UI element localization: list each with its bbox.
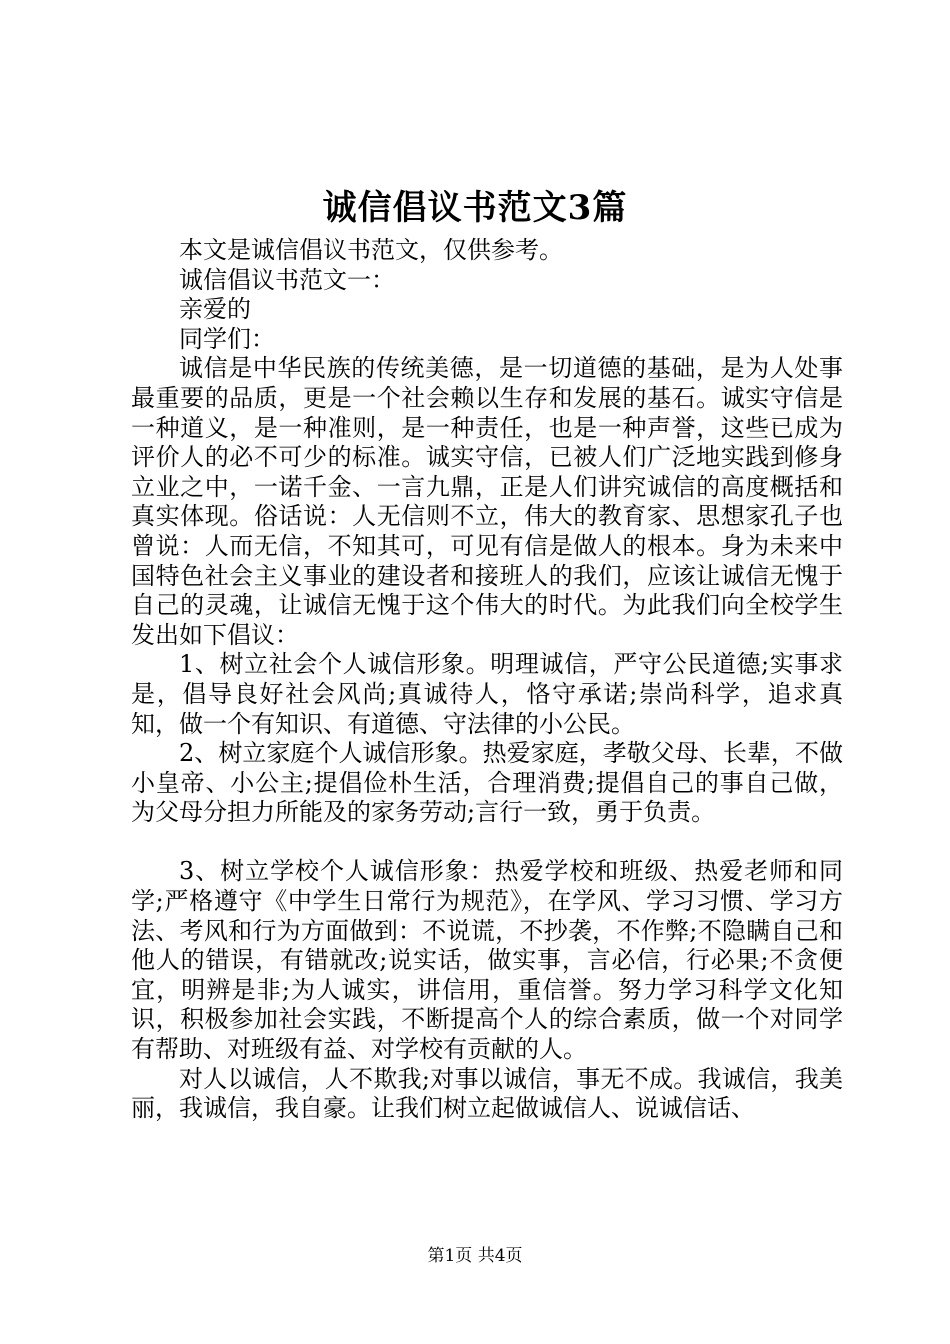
salutation-line: 亲爱的 (179, 295, 251, 324)
intro-paragraph: 本文是诚信倡议书范文，仅供参考。 (179, 236, 563, 264)
proposal-item: 3、树立学校个人诚信形象：热爱学校和班级、热爱老师和同学;严格遵守《中学生日常行为规范》，在学风、学习习惯、学习方法、考风和行为方面做到：不说谎，不抄袭，不作弊;不隐瞒自己和他人的错误，有错就改;说实话，做实事，言必信，行必果;不贪便宜，明辨是非;为人诚实，讲信用，重信誉。努力学习科学文化知识，积极参加社会实践，不断提高个人的综合素质，做一个对同学有帮助、对班级有益、对学校有贡献的人。 (131, 857, 843, 1064)
proposal-item: 2、树立家庭个人诚信形象。热爱家庭，孝敬父母、长辈，不做小皇帝、小公主;提倡俭朴生活，合理消费;提倡自己的事自己做，为父母分担力所能及的家务劳动;言行一致，勇于负责。 (131, 739, 843, 827)
document-title: 诚信倡议书范文3篇 (322, 188, 628, 228)
body-paragraph: 对人以诚信，人不欺我;对事以诚信，事无不成。我诚信，我美丽，我诚信，我自豪。让我们树立起做诚信人、说诚信话、 (131, 1064, 843, 1123)
document-body (131, 236, 843, 1124)
proposal-item: 1、树立社会个人诚信形象。明理诚信，严守公民道德;实事求是，倡导良好社会风尚;真诚待人，恪守承诺;崇尚科学，追求真知，做一个有知识、有道德、守法律的小公民。 (131, 650, 843, 738)
section-heading: 诚信倡议书范文一： (179, 265, 395, 294)
body-paragraph: 诚信是中华民族的传统美德，是一切道德的基础，是为人处事最重要的品质，更是一个社会赖以生存和发展的基石。诚实守信是一种道义，是一种准则，是一种责任，也是一种声誉，这些已成为评价人的必不可少的标准。诚实守信，已被人们广泛地实践到修身立业之中，一诺千金、一言九鼎，正是人们讲究诚信的高度概括和真实体现。俗话说：人无信则不立，伟大的教育家、思想家孔子也曾说：人而无信，不知其可，可见有信是做人的根本。身为未来中国特色社会主义事业的建设者和接班人的我们，应该让诚信无愧于自己的灵魂，让诚信无愧于这个伟大的时代。为此我们向全校学生发出如下倡议： (131, 354, 843, 649)
page-footer: 第1页 共4页 (427, 1246, 523, 1266)
salutation-line: 同学们： (179, 324, 275, 353)
